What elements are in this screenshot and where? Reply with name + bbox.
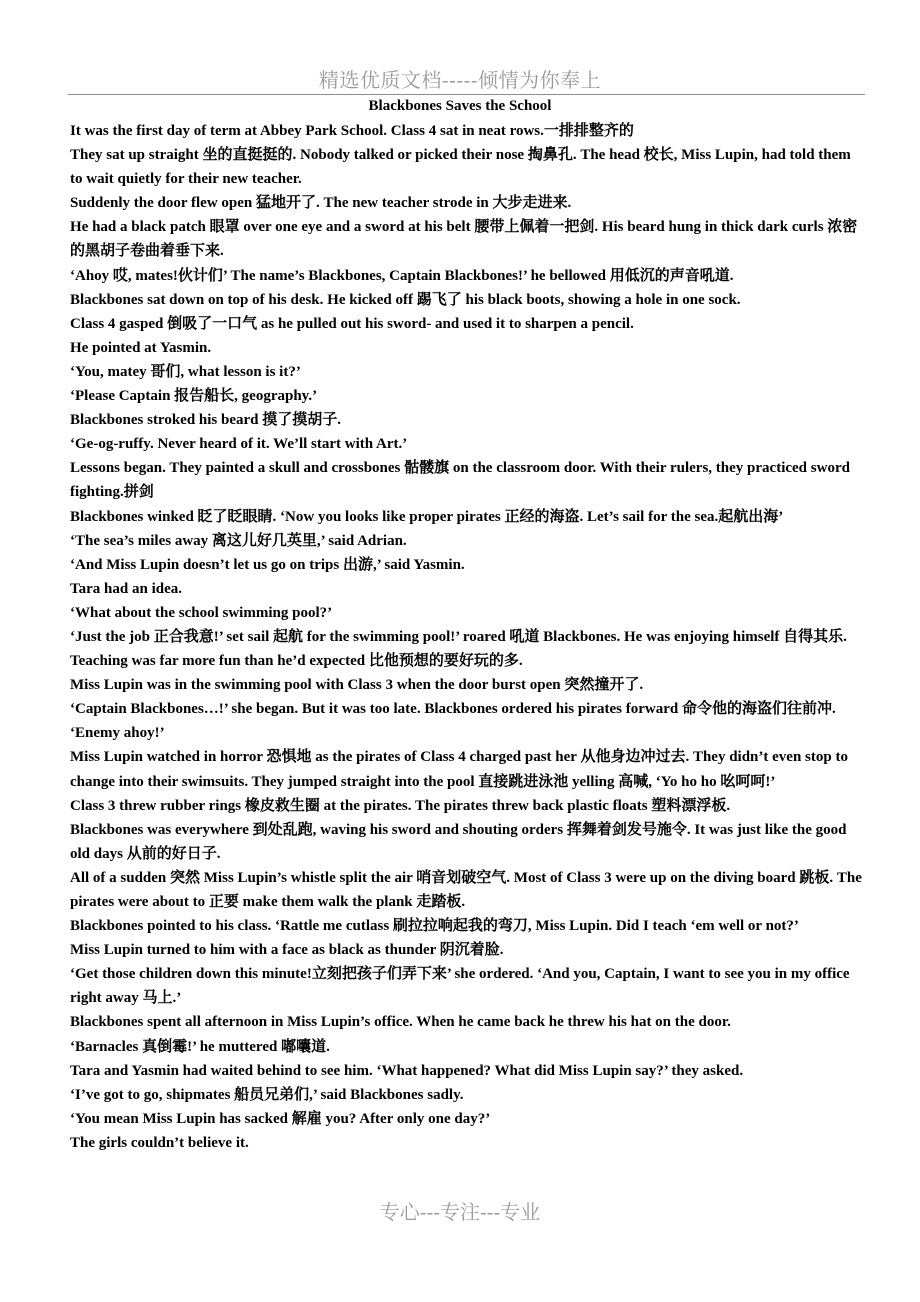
paragraph: Blackbones spent all afternoon in Miss Lupin’s office. When he came back he threw his hat on the door. — [70, 1014, 731, 1031]
paragraph: Miss Lupin was in the swimming pool with Class 3 when the door burst open 突然撞开了. — [70, 677, 644, 694]
paragraph: ‘Just the job 正合我意!’ set sail 起航 for the swimming pool!’ roared 吼道 Blackbones. He was enjoying himself 自得其乐. Teaching was far more fun than he’d expected 比他预想的要好玩的多. — [70, 628, 847, 670]
paragraph: Lessons began. They painted a skull and crossbones 骷髅旗 on the classroom door. With their rulers, they practiced sword fighting.拼剑 — [70, 460, 850, 501]
page-footer: 专心---专注---专业 — [379, 1200, 541, 1224]
paragraph: ‘The sea’s miles away 离这儿好几英里,’ said Adrian. — [70, 532, 407, 549]
paragraph: Blackbones was everywhere 到处乱跑, waving his sword and shouting orders 挥舞着剑发号施令. It was just like the good old days 从前的好日子. — [70, 821, 847, 862]
header-divider — [68, 94, 865, 95]
paragraph: ‘Ahoy 哎, mates!伙计们’ The name’s Blackbones, Captain Blackbones!’ he bellowed 用低沉的声音吼道. — [70, 267, 734, 284]
paragraph: ‘Ge-og-ruffy. Never heard of it. We’ll start with Art.’ — [70, 436, 408, 453]
paragraph: Blackbones stroked his beard 摸了摸胡子. — [70, 412, 342, 429]
paragraph: He pointed at Yasmin. — [70, 339, 212, 356]
paragraph: ‘Captain Blackbones…!’ she began. But it was too late. Blackbones ordered his pirates forward 命令他的海盗们往前冲. ‘Enemy ahoy!’ — [70, 701, 836, 742]
paragraph: ‘Barnacles 真倒霉!’ he muttered 嘟囔道. — [70, 1038, 330, 1055]
story-body — [70, 119, 865, 1155]
paragraph: All of a sudden 突然 Miss Lupin’s whistle split the air 哨音划破空气. Most of Class 3 were up on the diving board 跳板. The pirates were about to 正要 make them walk the plank 走踏板. — [70, 869, 862, 910]
paragraph: Class 4 gasped 倒吸了一口气 as he pulled out his sword- and used it to sharpen a pencil. — [70, 315, 634, 332]
story-title: Blackbones Saves the School — [368, 98, 552, 114]
paragraph: ‘Get those children down this minute!立刻把孩子们弄下来’ she ordered. ‘And you, Captain, I want to see you in my office right away 马上.’ — [70, 966, 850, 1007]
paragraph: Class 3 threw rubber rings 橡皮救生圈 at the pirates. The pirates threw back plastic floats 塑料漂浮板. — [70, 797, 731, 814]
paragraph: Miss Lupin turned to him with a face as black as thunder 阴沉着脸. — [70, 942, 504, 959]
paragraph: Suddenly the door flew open 猛地开了. The new teacher strode in 大步走进来. — [70, 195, 572, 212]
paragraph: ‘And Miss Lupin doesn’t let us go on trips 出游,’ said Yasmin. — [70, 556, 465, 573]
paragraph: Blackbones pointed to his class. ‘Rattle me cutlass 刷拉拉响起我的弯刀, Miss Lupin. Did I teach ‘em well or not?’ — [70, 918, 799, 935]
paragraph: They sat up straight 坐的直挺挺的. Nobody talked or picked their nose 掏鼻孔. The head 校长, Miss Lupin, had told them to wait quietly for their new teacher. — [70, 147, 851, 188]
paragraph: ‘Please Captain 报告船长, geography.’ — [70, 388, 318, 405]
page-header: 精选优质文档-----倾情为你奉上 — [318, 68, 602, 92]
paragraph: ‘What about the school swimming pool?’ — [70, 604, 333, 621]
paragraph: Tara had an idea. — [70, 580, 182, 597]
paragraph: Tara and Yasmin had waited behind to see him. ‘What happened? What did Miss Lupin say?’ they asked. — [70, 1062, 744, 1079]
paragraph: The girls couldn’t believe it. — [70, 1134, 249, 1151]
paragraph: Blackbones sat down on top of his desk. He kicked off 踢飞了 his black boots, showing a hole in one sock. — [70, 291, 741, 308]
paragraph: Blackbones winked 眨了眨眼睛. ‘Now you looks like proper pirates 正经的海盗. Let’s sail for the sea.起航出海’ — [70, 508, 784, 525]
paragraph: It was the first day of term at Abbey Park School. Class 4 sat in neat rows.一排排整齐的 — [70, 123, 634, 139]
paragraph: ‘You, matey 哥们, what lesson is it?’ — [70, 363, 301, 380]
paragraph: ‘I’ve got to go, shipmates 船员兄弟们,’ said Blackbones sadly. — [70, 1086, 464, 1103]
paragraph: ‘You mean Miss Lupin has sacked 解雇 you? After only one day?’ — [70, 1110, 491, 1127]
paragraph: He had a black patch 眼罩 over one eye and a sword at his belt 腰带上佩着一把剑. His beard hung in thick dark curls 浓密的黑胡子卷曲着垂下来. — [70, 219, 858, 260]
paragraph: Miss Lupin watched in horror 恐惧地 as the pirates of Class 4 charged past her 从他身边冲过去. They didn’t even stop to change into their swimsuits. They jumped straight into the pool 直接跳进泳池 yelling 高喊, ‘Yo ho ho 吆呵呵!’ — [70, 749, 848, 790]
